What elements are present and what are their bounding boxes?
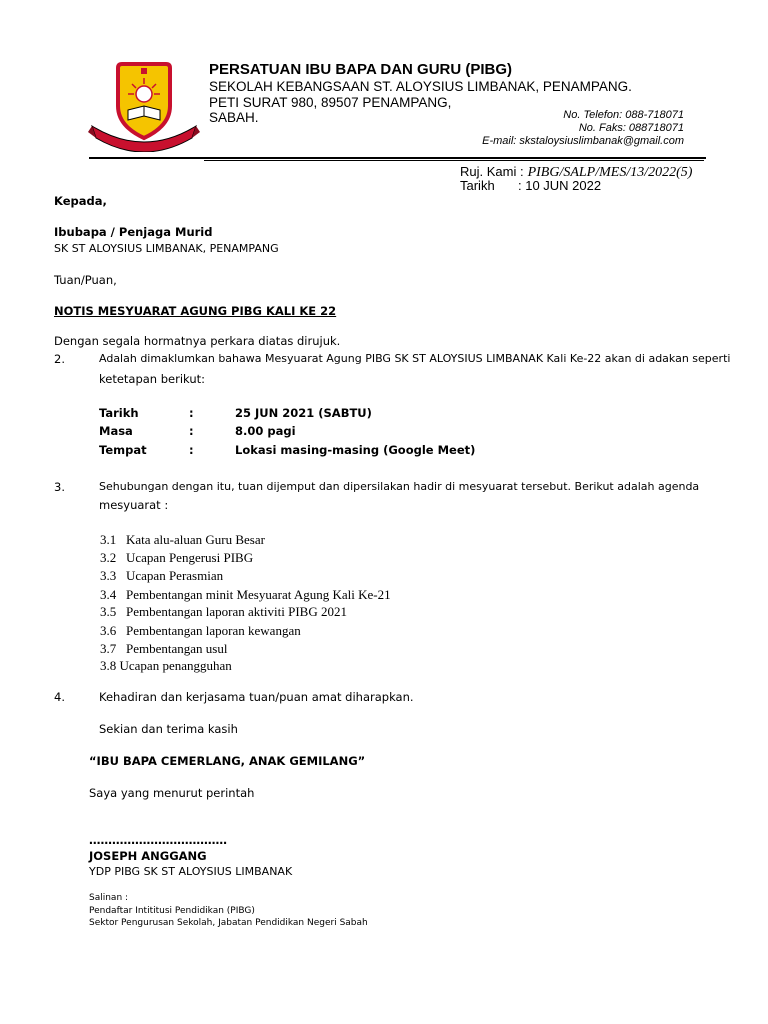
signer-title: YDP PIBG SK ST ALOYSIUS LIMBANAK — [89, 865, 293, 878]
agenda-item: 3.2 Ucapan Pengerusi PIBG — [100, 550, 254, 565]
subject: NOTIS MESYUARAT AGUNG PIBG KALI KE 22 — [54, 304, 337, 318]
fax-number: No. Faks: 088718071 — [578, 122, 684, 134]
detail-colon-tarikh: : — [189, 406, 194, 420]
para3-line-1: Sehubungan dengan itu, tuan dijemput dan dipersilakan hadir di mesyuarat tersebut. Berikut adalah agenda — [99, 480, 700, 493]
para2-number: 2. — [54, 352, 65, 366]
intro: Dengan segala hormatnya perkara diatas dirujuk. — [54, 334, 341, 348]
detail-label-masa: Masa — [99, 424, 133, 438]
school-logo — [88, 60, 200, 152]
agenda-item: 3.6 Pembentangan laporan kewangan — [100, 623, 301, 638]
agenda-item: 3.1 Kata alu-aluan Guru Besar — [100, 532, 265, 547]
agenda-item: 3.5 Pembentangan laporan aktiviti PIBG 2021 — [100, 604, 347, 619]
para2-line-1: Adalah dimaklumkan bahawa Mesyuarat Agung PIBG SK ST ALOYSIUS LIMBANAK Kali Ke-22 akan di adakan seperti — [99, 352, 731, 365]
address-line-3: SABAH. — [209, 110, 259, 125]
header-rule-thick — [89, 157, 706, 159]
ruj-value: PIBG/SALP/MES/13/2022(5) — [527, 165, 693, 180]
detail-colon-masa: : — [189, 424, 194, 438]
address-line-2: PETI SURAT 980, 89507 PENAMPANG, — [209, 95, 452, 110]
ruj-label: Ruj. Kami : — [460, 164, 524, 179]
signature-line: ……………………………… — [89, 833, 227, 847]
para3-number: 3. — [54, 480, 65, 494]
sign-intro: Saya yang menurut perintah — [89, 786, 255, 800]
agenda-item: 3.3 Ucapan Perasmian — [100, 568, 224, 583]
detail-value-masa: 8.00 pagi — [235, 424, 296, 438]
agenda-item: 3.8 Ucapan penangguhan — [100, 658, 232, 673]
date-value: : 10 JUN 2022 — [518, 178, 602, 193]
date-label: Tarikh — [460, 178, 495, 193]
org-name: PERSATUAN IBU BAPA DAN GURU (PIBG) — [209, 61, 513, 78]
detail-label-tarikh: Tarikh — [99, 406, 139, 420]
para3-line-2: mesyuarat : — [99, 498, 169, 512]
copies-line-2: Sektor Pengurusan Sekolah, Jabatan Pendidikan Negeri Sabah — [89, 918, 368, 928]
kepada: Kepada, — [54, 194, 107, 208]
detail-value-tarikh: 25 JUN 2021 (SABTU) — [235, 406, 372, 420]
closing: Sekian dan terima kasih — [99, 722, 238, 736]
recipient-line-2: SK ST ALOYSIUS LIMBANAK, PENAMPANG — [54, 242, 279, 255]
copies-label: Salinan : — [89, 893, 129, 903]
detail-value-tempat: Lokasi masing-masing (Google Meet) — [235, 443, 476, 457]
email-address: E-mail: skstaloysiuslimbanak@gmail.com — [482, 135, 684, 147]
agenda-item: 3.4 Pembentangan minit Mesyuarat Agung Kali Ke-21 — [100, 587, 391, 602]
copies-line-1: Pendaftar Intititusi Pendidikan (PIBG) — [89, 906, 255, 916]
motto: “IBU BAPA CEMERLANG, ANAK GEMILANG” — [89, 754, 366, 768]
detail-label-tempat: Tempat — [99, 443, 147, 457]
salutation: Tuan/Puan, — [54, 273, 117, 287]
para4-number: 4. — [54, 690, 65, 704]
recipient-line-1: Ibubapa / Penjaga Murid — [54, 225, 213, 239]
signer-name: JOSEPH ANGGANG — [89, 849, 207, 863]
phone-number: No. Telefon: 088-718071 — [563, 109, 684, 121]
header-rule-thin — [204, 160, 704, 161]
detail-colon-tempat: : — [189, 443, 194, 457]
address-line-1: SEKOLAH KEBANGSAAN ST. ALOYSIUS LIMBANAK, PENAMPANG. — [209, 79, 632, 94]
agenda-item: 3.7 Pembentangan usul — [100, 641, 228, 656]
para4-line-1: Kehadiran dan kerjasama tuan/puan amat diharapkan. — [99, 690, 414, 704]
para2-line-2: ketetapan berikut: — [99, 372, 206, 386]
